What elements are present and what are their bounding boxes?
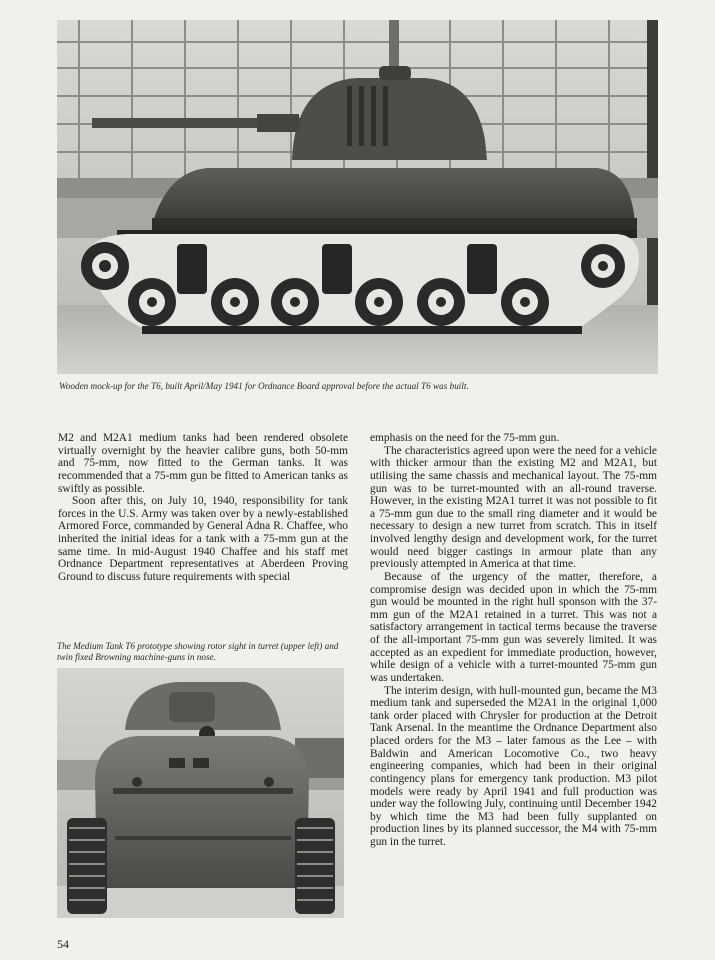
- right-text-column: [370, 432, 657, 849]
- right-paragraph-4: The interim design, with hull-mounted gun, became the M3 medium tank and superseded the M2A1 in the original 1,000 tank order placed with Chrysler for production at the Detroit Tank Arsenal. In the meantime the Ordnance Department also placed orders for the M3 – later famous as the Lee – with Baldwin and American Locomotive Co., two heavy engineering companies, which had been in their original contingency plans for emergency tank production. M3 pilot models were ready by April 1941 and full production was under way the following July, continuing until December 1942 by which time the M3 had been fully supplanted on production lines by its planned successor, the M4 with 75-mm gun in the turret.: [370, 684, 657, 848]
- left-paragraph-2: Soon after this, on July 10, 1940, responsibility for tank forces in the U.S. Army was taken over by a newly-established Armored Force, commanded by General Adna R. Chaffee, who inherited the initial ideas for a tank with a 75-mm gun at the same time. In mid-August 1940 Chaffee and his staff met Ordnance Department representatives at Aberdeen Proving Ground to discuss future requirements with special: [58, 495, 348, 583]
- page-number: 54: [57, 937, 69, 951]
- bottom-photo-caption: The Medium Tank T6 prototype showing rotor sight in turret (upper left) and twin fixed Browning machine-guns in nose.: [57, 641, 339, 662]
- tank-mockup-photo: [57, 20, 658, 374]
- left-paragraph-1: M2 and M2A1 medium tanks had been rendered obsolete virtually overnight by the heavier calibre guns, both 50-mm and 75-mm, now fitted to the German tanks. It was recommended that a 75-mm gun be fitted to American tanks as swiftly as possible.: [58, 432, 348, 495]
- left-text-column: [58, 432, 348, 584]
- right-paragraph-1: emphasis on the need for the 75-mm gun.: [370, 432, 560, 444]
- tank-prototype-photo: [57, 668, 344, 918]
- right-paragraph-3: Because of the urgency of the matter, therefore, a compromise design was decided upon in which the 75-mm gun would be mounted in the right hull sponson with the 37-mm gun of the M2A1 retained in a turret. This was not a satisfactory arrangement in tactical terms because the traverse of the all-important 75-mm gun was severely limited. It was accepted as an expedient for immediate production, however, while design of a vehicle with a turret-mounted 75-mm gun was undertaken.: [370, 570, 657, 684]
- right-paragraph-2: The characteristics agreed upon were the need for a vehicle with thicker armour than the existing M2 and M2A1, but utilising the same chassis and mechanical layout. The 75-mm gun was to be turret-mounted with an all-round traverse. However, in the existing M2A1 turret it was not possible to fit a 75-mm gun due to the small ring diameter and it would be necessary to design a new turret from scratch. This in itself involved lengthy design and development work, for the turret would need bigger castings in armour plate than any previously attempted in America at that time.: [370, 444, 657, 571]
- top-photo-caption: Wooden mock-up for the T6, built April/May 1941 for Ordnance Board approval before the actual T6 was built.: [59, 381, 469, 391]
